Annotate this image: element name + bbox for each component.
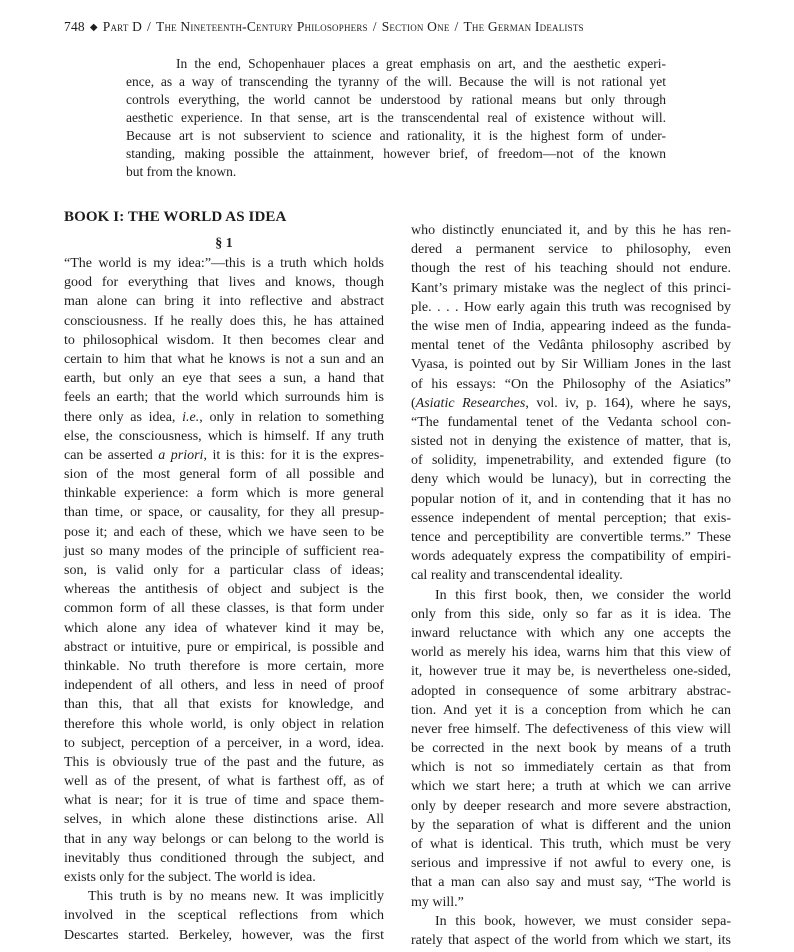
text-line: of solidity, impenetrability, and extended figure (to bbox=[411, 453, 731, 469]
text-line: whereas the antithesis of object and subject is the bbox=[64, 582, 384, 598]
text-line: sion of the most general form of all possible and bbox=[64, 467, 384, 483]
text-line: who distinctly enunciated it, and by this he has ren- bbox=[411, 223, 731, 238]
text-line: “The fundamental tenet of the Vedanta school con- bbox=[411, 414, 731, 430]
text-line: than this, that all that exists for knowledge, and bbox=[64, 697, 384, 713]
text-line: earth, but only an eye that sees a sun, a hand that bbox=[64, 371, 384, 387]
text-line: consciousness. If he really does this, he has attained bbox=[64, 313, 384, 329]
text-line: that in any way belongs or can belong to the world is bbox=[64, 831, 384, 847]
text-line: man alone can bring it into reflective and abstract bbox=[64, 294, 384, 310]
text-line: therefore this whole world, is only object in relation bbox=[64, 716, 384, 732]
text-line: tence and perceptibility are convertible terms.” These bbox=[411, 530, 731, 545]
text-line: exists only for the subject. The world is idea. bbox=[64, 870, 316, 885]
text-line: mental tenet of the Vedânta philosophy ascribed by bbox=[411, 338, 731, 354]
text-line: of his essays: “On the Philosophy of the Asiatics” bbox=[411, 376, 731, 392]
text-line: essence independent of mental perception; that exis- bbox=[411, 510, 731, 526]
text-line: that a man can also say and must say, “The world is bbox=[411, 875, 731, 891]
text-line: thinkable. No truth therefore is more certain, more bbox=[64, 658, 384, 674]
text-line: my will.” bbox=[411, 894, 464, 910]
text-line: selves, in which alone these distinctions arise. All bbox=[64, 812, 384, 828]
text-line: In the end, Schopenhauer places a great emphasis on art, and the aesthetic experi- bbox=[176, 56, 666, 71]
running-head-separator: / bbox=[372, 19, 377, 34]
text-line: only by deeper research and more severe abstraction, bbox=[411, 798, 731, 814]
text-line: good for everything that lives and knows, though bbox=[64, 275, 384, 291]
text-line: In this first book, then, we consider the world bbox=[435, 587, 731, 603]
text-line: rately that aspect of the world from which we start, its bbox=[411, 932, 731, 948]
intro-paragraph bbox=[126, 55, 666, 181]
right-column bbox=[411, 221, 731, 950]
text-line: which is not so immediately certain as that from bbox=[411, 760, 731, 776]
text-line: tion. And yet it is a conception from which he can bbox=[411, 702, 731, 718]
text-line: abstract or intuitive, pure or empirical, is possible and bbox=[64, 639, 384, 655]
text-line: son, is valid only for a particular class of ideas; bbox=[64, 563, 384, 578]
text-line: controls everything, the world cannot be understood by rational means but only through bbox=[126, 92, 666, 107]
text-line: be corrected in the next book by means of a truth bbox=[411, 741, 731, 757]
text-line: world as merely his idea, warns him that this view of bbox=[411, 645, 731, 661]
text-line: Vyasa, is pointed out by Sir William Jones in the last bbox=[411, 357, 731, 373]
text-line: there only as idea, i.e., only in relation to something bbox=[64, 409, 384, 425]
text-line: well as of the present, of what is farthest off, as of bbox=[64, 774, 384, 790]
running-head-separator: / bbox=[454, 19, 459, 34]
text-line: involved in the sceptical reflections from which bbox=[64, 908, 384, 924]
text-line: (Asiatic Researches, vol. iv, p. 164), where he says, bbox=[411, 395, 731, 411]
text-line: it, however true it may be, is nevertheless one-sided, bbox=[411, 664, 731, 680]
running-head-subsection: The German Idealists bbox=[463, 19, 584, 34]
text-line: words adequately express the compatibility of empiri- bbox=[411, 549, 731, 565]
text-line: what is near; for it is true of time and space them- bbox=[64, 793, 384, 809]
text-line: ple. . . . How early again this truth was recognised by bbox=[411, 299, 731, 315]
text-line: Descartes started. Berkeley, however, was the first bbox=[64, 927, 384, 943]
text-line: pose it; and each of these, which we have seen to be bbox=[64, 524, 384, 540]
text-line: inward reluctance with which any one accepts the bbox=[411, 625, 731, 641]
text-line: than time, or space, or causality, for they all presup- bbox=[64, 505, 384, 521]
page-number: 748 bbox=[64, 19, 85, 34]
left-column bbox=[64, 254, 384, 945]
text-line: common form of all these classes, is that form under bbox=[64, 601, 384, 617]
text-line: Kant’s primary mistake was the neglect of this princi- bbox=[411, 280, 731, 296]
section-mark: § 1 bbox=[215, 236, 233, 251]
text-line: cal reality and transcendental ideality. bbox=[411, 568, 623, 584]
book-heading: BOOK I: THE WORLD AS IDEA bbox=[64, 209, 287, 225]
text-line: sisted not in denying the existence of matter, that is, bbox=[411, 434, 731, 450]
text-line: standing, making possible the attainment, however brief, of freedom—not of the known bbox=[126, 146, 666, 161]
text-line: never free himself. The defectiveness of this view will bbox=[411, 721, 731, 737]
running-head bbox=[64, 19, 744, 35]
text-line: independent of all others, and less in need of proof bbox=[64, 678, 384, 694]
text-line: inevitably thus conditioned through the subject, and bbox=[64, 850, 384, 866]
text-line: aesthetic experience. In that sense, art is the transcendental real of existence without will. bbox=[126, 110, 666, 125]
text-line: only from this side, only so far as it is idea. The bbox=[411, 606, 731, 622]
text-line: of what is identical. This truth, which must be very bbox=[411, 837, 731, 852]
text-line: This is obviously true of the past and the future, as bbox=[64, 754, 384, 770]
text-line: which we start here; a truth at which we can arrive bbox=[411, 779, 731, 795]
text-line: by the separation of what is different and the union bbox=[411, 817, 731, 833]
text-line: to philosophical wisdom. It then becomes clear and bbox=[64, 332, 384, 348]
text-line: dered a permanent service to philosophy, even bbox=[411, 242, 731, 258]
text-line: can be asserted a priori, it is this: for it is the expres- bbox=[64, 447, 384, 463]
running-head-separator: / bbox=[147, 19, 151, 34]
text-line: Because art is not subservient to science and rationality, it is the highest form of under- bbox=[126, 128, 666, 143]
diamond-bullet-icon: ◆ bbox=[89, 22, 98, 33]
running-head-part: Part D bbox=[102, 19, 143, 34]
text-line: This truth is by no means new. It was implicitly bbox=[88, 889, 384, 905]
text-line: In this book, however, we must consider sepa- bbox=[435, 913, 731, 929]
text-line: deny which would be lunacy), but in correcting the bbox=[411, 472, 731, 488]
text-line: the wise men of India, appearing indeed as the funda- bbox=[411, 318, 731, 334]
text-line: but from the known. bbox=[126, 164, 237, 179]
running-head-title: The Nineteenth-Century Philosophers bbox=[156, 19, 368, 34]
text-line: popular notion of it, and in contending that it has no bbox=[411, 491, 731, 507]
text-line: feels an earth; that the world which surrounds him is bbox=[64, 390, 384, 406]
text-line: serious and impressive if not awful to every one, is bbox=[411, 856, 731, 872]
text-line: which alone any idea of whatever kind it may be, bbox=[64, 620, 384, 636]
running-head-section: Section One bbox=[381, 19, 450, 34]
text-line: adopted in consequence of some arbitrary abstrac- bbox=[411, 683, 731, 699]
text-line: to subject, perception of a perceiver, in a word, idea. bbox=[64, 735, 384, 751]
text-line: else, the consciousness, which is himself. If any truth bbox=[64, 428, 384, 444]
text-line: “The world is my idea:”—this is a truth which holds bbox=[64, 256, 384, 271]
text-line: certain to him that what he knows is not a sun and an bbox=[64, 351, 384, 367]
text-line: ence, as a way of transcending the tyranny of the will. Because the will is not rational yet bbox=[126, 74, 666, 89]
text-line: just so many modes of the principle of sufficient rea- bbox=[64, 543, 384, 559]
text-line: though the rest of his teaching should not endure. bbox=[411, 261, 731, 277]
text-line: thinkable experience: a form which is more general bbox=[64, 486, 384, 502]
